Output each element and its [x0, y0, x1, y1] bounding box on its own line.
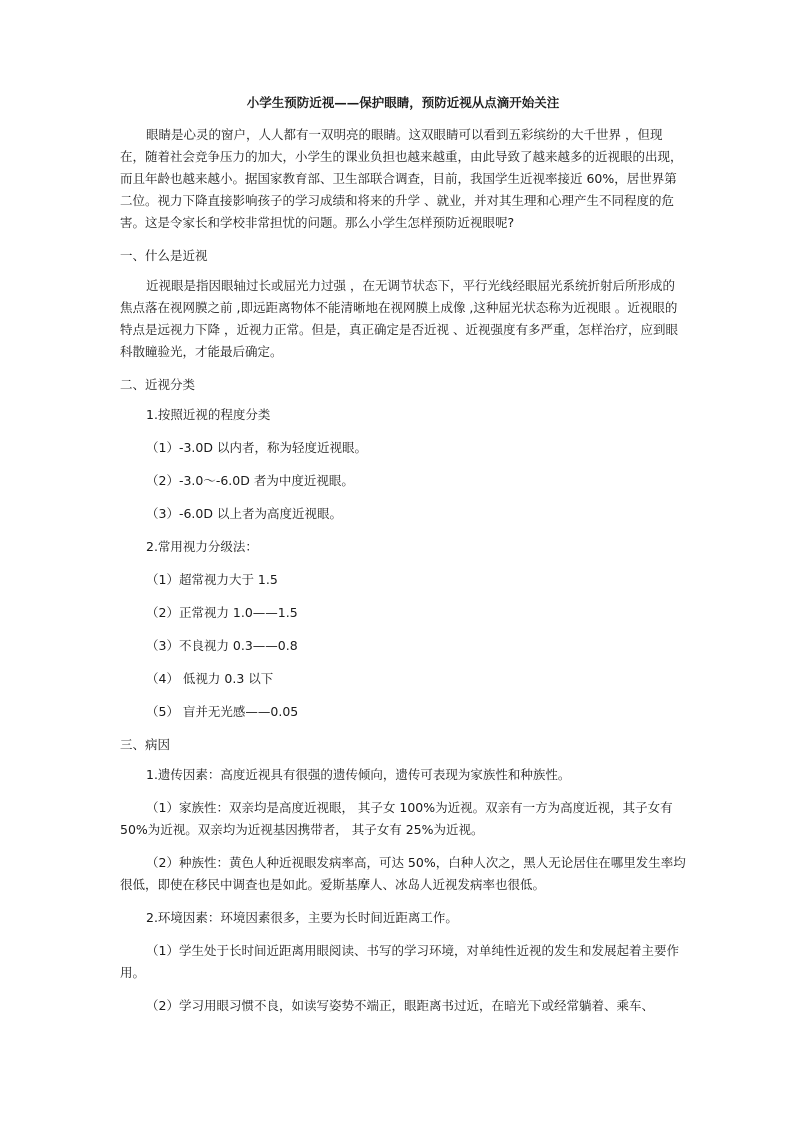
list-item-degree-2: （2）-3.0～-6.0D 者为中度近视眼。: [146, 473, 354, 488]
document-body: [120, 94, 686, 1017]
list-item-grade-5: （5） 盲并无光感——0.05: [146, 704, 299, 719]
section-heading-classification: 二、近视分类: [120, 377, 196, 392]
list-item-degree-3: （3）-6.0D 以上者为高度近视眼。: [146, 506, 342, 521]
list-item-grade-3: （3）不良视力 0.3——0.8: [146, 638, 298, 653]
subheading-by-degree: 1.按照近视的程度分类: [146, 407, 271, 422]
subheading-genetic-factors: 1.遗传因素：高度近视具有很强的遗传倾向，遗传可表现为家族性和种族性。: [146, 767, 571, 782]
list-item-grade-2: （2）正常视力 1.0——1.5: [146, 605, 298, 620]
subheading-environmental-factors: 2.环境因素：环境因素很多，主要为长时间近距离工作。: [146, 910, 458, 925]
list-item-grade-1: （1）超常视力大于 1.5: [146, 572, 278, 587]
document-title: 小学生预防近视——保护眼睛，预防近视从点滴开始关注: [246, 95, 560, 110]
subheading-vision-grading: 2.常用视力分级法：: [146, 539, 258, 554]
paragraph-bad-habits: （2）学习用眼习惯不良，如读写姿势不端正，眼距离书过近，在暗光下或经常躺着、乘车、: [146, 998, 654, 1013]
section-heading-what-is-myopia: 一、什么是近视: [120, 248, 208, 263]
section-paragraph-definition: 近视眼是指因眼轴过长或屈光力过强 ，在无调节状态下，平行光线经眼屈光系统折射后所形成的焦点落在视网膜之前 ,即远距离物体不能清晰地在视网膜上成像 ,这种屈光状态称为近视眼 。近视眼的特点是远视力下降 ，近视力正常。但是，真正确定是否近视 、近视强度有多严重，怎样治疗，应到眼科散瞳验光，才能最后确定。: [120, 278, 678, 359]
paragraph-near-work: （1）学生处于长时间近距离用眼阅读、书写的学习环境，对单纯性近视的发生和发展起着主要作用。: [120, 943, 679, 980]
paragraph-racial: （2）种族性：黄色人种近视眼发病率高，可达 50%，白种人次之，黑人无论居住在哪里发生率均很低，即使在移民中调查也是如此。爱斯基摩人、冰岛人近视发病率也很低。: [120, 855, 686, 892]
list-item-degree-1: （1）-3.0D 以内者，称为轻度近视眼。: [146, 440, 367, 455]
intro-paragraph: 眼睛是心灵的窗户，人人都有一双明亮的眼睛。这双眼睛可以看到五彩缤纷的大千世界 ，但现在，随着社会竞争压力的加大，小学生的课业负担也越来越重，由此导致了越来越多的近视眼的出现，而且年龄也越来越小。据国家教育部、卫生部联合调查，目前，我国学生近视率接近 60%，居世界第二位。视力下降直接影响孩子的学习成绩和将来的升学 、就业，并对其生理和心理产生不同程度的危害。这是令家长和学校非常担忧的问题。那么小学生怎样预防近视眼呢?: [120, 127, 683, 230]
paragraph-familial: （1）家族性：双亲均是高度近视眼， 其子女 100%为近视。双亲有一方为高度近视，其子女有 50%为近视。双亲均为近视基因携带者， 其子女有 25%为近视。: [120, 800, 673, 837]
section-heading-causes: 三、病因: [120, 737, 171, 752]
list-item-grade-4: （4） 低视力 0.3 以下: [146, 671, 274, 686]
